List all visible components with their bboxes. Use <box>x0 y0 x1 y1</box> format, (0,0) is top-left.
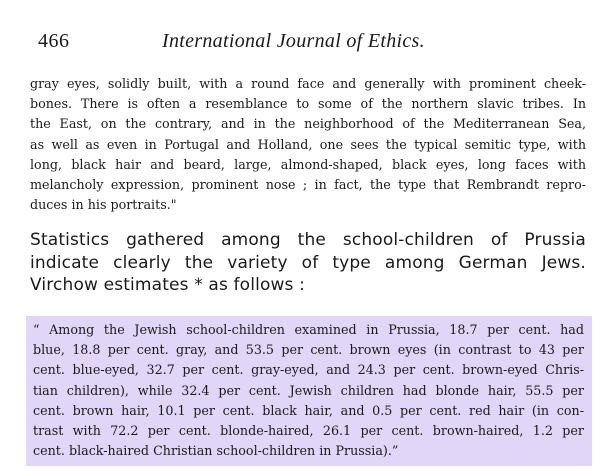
page-number: 466 <box>38 30 70 52</box>
journal-title: International Journal of Ethics. <box>162 30 425 52</box>
text-line: long, black hair and beard, large, almond-shaped, black eyes, long faces with <box>30 156 586 172</box>
text-line: gray eyes, solidly built, with a round face and generally with prominent cheek- <box>30 76 586 91</box>
text-line: indicate clearly the variety of type among German Jews. <box>30 252 586 273</box>
text-line: “ Among the Jewish school-children examined in Prussia, 18.7 per cent. had <box>33 322 584 337</box>
highlighted-virchow-quote[interactable] <box>33 320 584 461</box>
text-line: Virchow estimates * as follows : <box>30 275 305 295</box>
text-line: the East, on the contrary, and in the neighborhood of the Mediterranean Sea, <box>30 116 586 132</box>
text-line: blue, 18.8 per cent. gray, and 53.5 per cent. brown eyes (in contrast to 43 per <box>33 342 584 358</box>
text-line: bones. There is often a resemblance to some of the northern slavic tribes. In <box>30 96 586 112</box>
text-line: tian children), while 32.4 per cent. Jewish children had blonde hair, 55.5 per <box>33 382 584 398</box>
text-line: cent. brown hair, 10.1 per cent. black hair, and 0.5 per cent. red hair (in con- <box>33 402 584 418</box>
text-line: duces in his portraits." <box>30 197 177 213</box>
text-line: Statistics gathered among the school-children of Prussia <box>30 230 586 250</box>
quoted-description-paragraph <box>30 74 586 215</box>
text-line: trast with 72.2 per cent. blonde-haired, 26.1 per cent. brown-haired, 1.2 per <box>33 423 584 439</box>
text-line: cent. blue-eyed, 32.7 per cent. gray-eyed, and 24.3 per cent. brown-eyed Chris- <box>33 362 584 378</box>
text-line: cent. black-haired Christian school-children in Prussia).” <box>33 443 399 459</box>
text-line: melancholy expression, prominent nose ; in fact, the type that Rembrandt repro- <box>30 177 586 193</box>
statistics-paragraph <box>30 229 586 297</box>
text-line: as well as even in Portugal and Holland, one sees the typical semitic type, with <box>30 136 586 152</box>
